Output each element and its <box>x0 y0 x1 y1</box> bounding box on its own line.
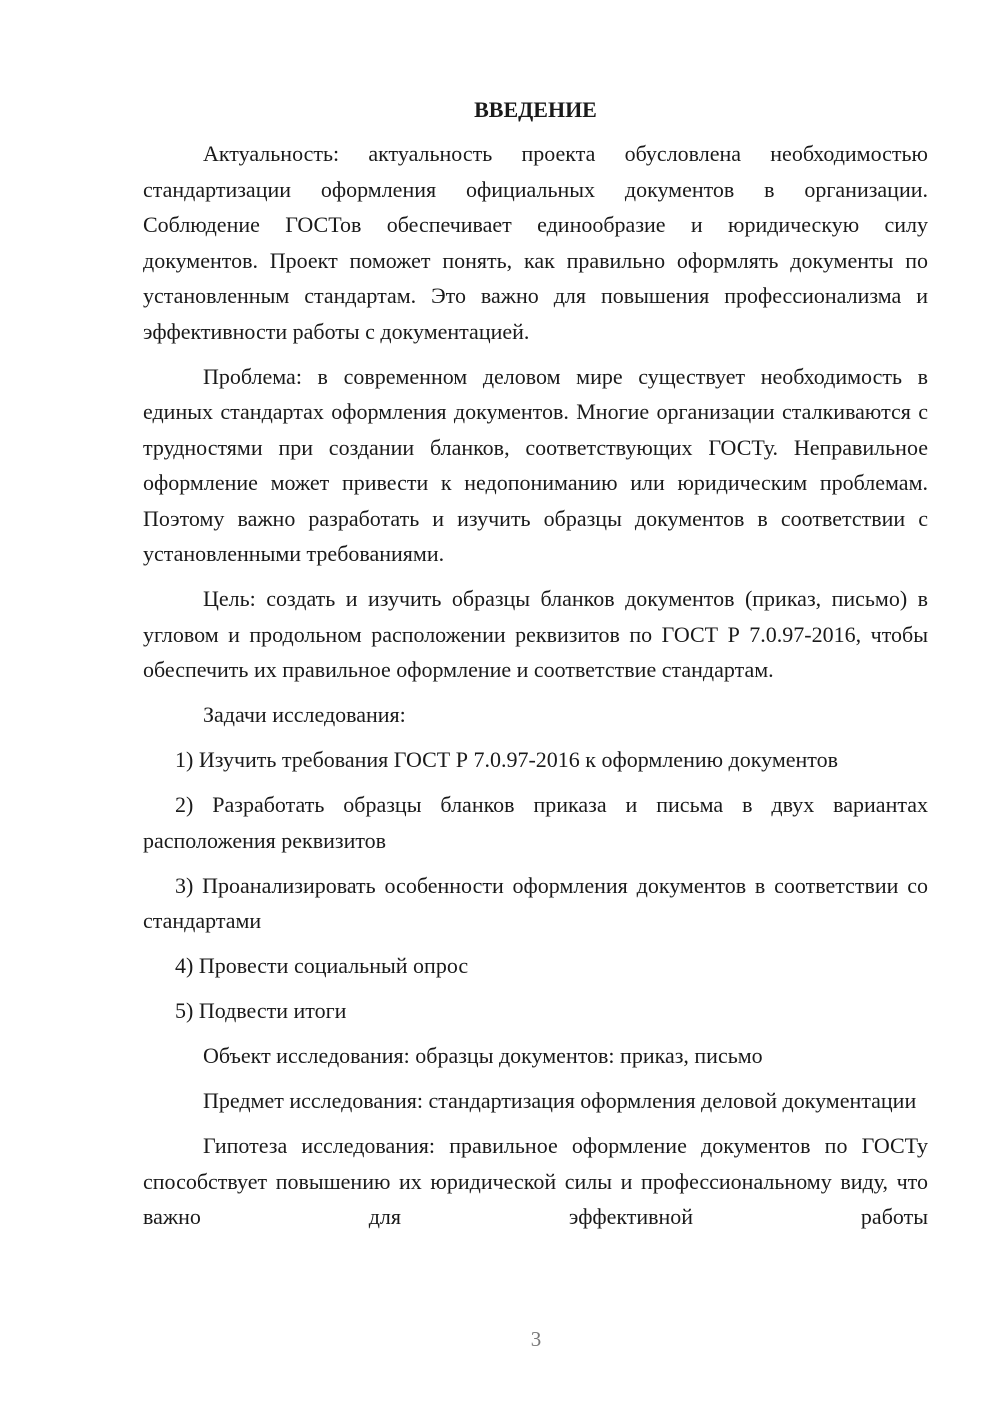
task-item-4: 4) Провести социальный опрос <box>175 953 469 978</box>
subject-paragraph: Предмет исследования: стандартизация оформления деловой документации <box>203 1088 917 1113</box>
object-paragraph: Объект исследования: образцы документов: приказ, письмо <box>203 1043 763 1068</box>
goal-paragraph: Цель: создать и изучить образцы бланков документов (приказ, письмо) в угловом и продольном расположении реквизитов по ГОСТ Р 7.0.97-2016, чтобы обеспечить их правильное оформление и соответствие стандартам. <box>143 586 928 682</box>
problem-paragraph: Проблема: в современном деловом мире существует необходимость в единых стандартах оформления документов. Многие организации сталкиваются с трудностями при создании бланков, соответствующих ГОСТу. Неправильное оформление может привести к недопониманию или юридическим проблемам. Поэтому важно разработать и изучить образцы документов в соответствии с установленными требованиями. <box>143 363 928 566</box>
task-item-5: 5) Подвести итоги <box>175 998 347 1023</box>
page-number: 3 <box>530 1327 542 1351</box>
task-item-2: 2) Разработать образцы бланков приказа и письма в двух вариантах расположения реквизитов <box>143 792 928 853</box>
document-page <box>143 92 928 1244</box>
task-item-3: 3) Проанализировать особенности оформления документов в соответствии со стандартами <box>143 872 928 933</box>
section-heading: ВВЕДЕНИЕ <box>474 97 597 122</box>
relevance-paragraph: Актуальность: актуальность проекта обусловлена необходимостью стандартизации оформления официальных документов в организации. Соблюдение ГОСТов обеспечивает единообразие и юридическую силу документов. Проект поможет понять, как правильно оформлять документы по установленным стандартам. Это важно для повышения профессионализма и эффективности работы с документацией. <box>143 141 928 344</box>
hypothesis-paragraph: Гипотеза исследования: правильное оформление документов по ГОСТу способствует повышению их юридической силы и профессиональному виду, что важно для эффективной работы <box>143 1133 928 1229</box>
tasks-title: Задачи исследования: <box>203 702 406 727</box>
task-item-1: 1) Изучить требования ГОСТ Р 7.0.97-2016 к оформлению документов <box>175 747 839 772</box>
